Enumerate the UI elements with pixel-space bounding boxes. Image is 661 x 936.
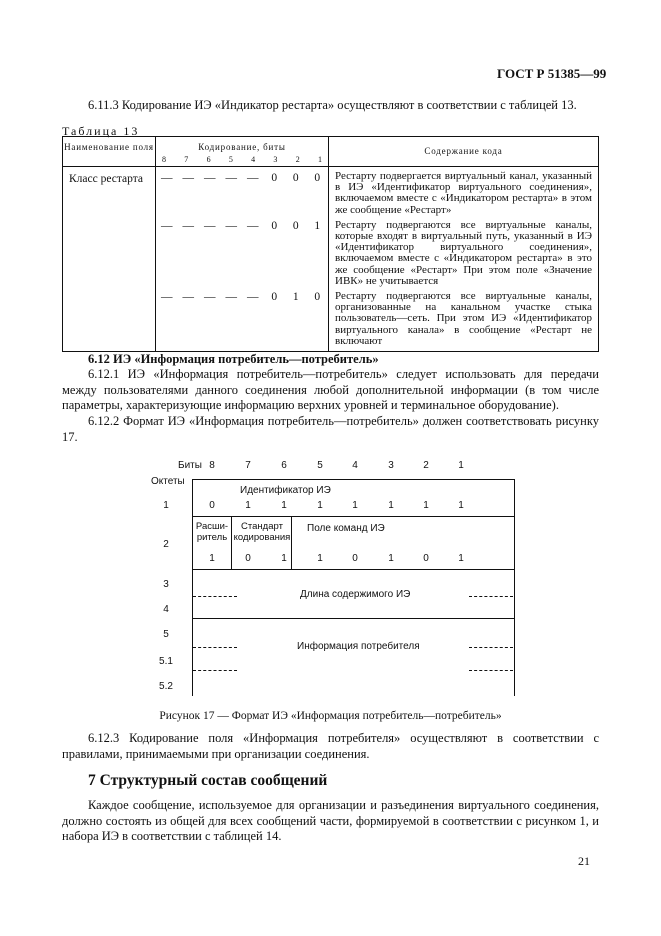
frame-right xyxy=(514,618,515,696)
fig-bit-number: 7 xyxy=(245,460,251,471)
bit-number: 3 xyxy=(273,155,278,164)
figure-caption: Рисунок 17 — Формат ИЭ «Информация потребитель—потребитель» xyxy=(159,710,502,722)
row1-bit: 1 xyxy=(281,500,287,511)
octet-label: 1 xyxy=(163,500,169,511)
paragraph-6-12-1: 6.12.1 ИЭ «Информация потребитель—потребитель» следует использовать для передачи между пользователями данного соединения любой дополнительной информации (в том числе параметры, характеризующие информацию верхних уровней и терминальное оборудование). xyxy=(62,367,599,413)
octet-label: 5.2 xyxy=(159,681,173,692)
octet-label: 4 xyxy=(163,604,169,615)
row1-bit: 1 xyxy=(388,500,394,511)
section-6-12-title: 6.12 ИЭ «Информация потребитель—потребитель» xyxy=(88,352,379,366)
frame-right xyxy=(514,570,515,618)
row1-bit: 1 xyxy=(458,500,464,511)
ie-length-label: Длина содержимого ИЭ xyxy=(300,589,411,600)
row1-bit: 1 xyxy=(423,500,429,511)
code-description-2: Рестарту подвергаются все виртуальные каналы, которые входят в виртуальный путь, указанный в ИЭ «Идентификатор виртуального соединения», включаемом вместе с «Индикатором рестарта» в это же сообщение «Рестарт» При этом поле «Значение ИВК» не учитывается xyxy=(335,218,592,287)
document-header: ГОСТ Р 51385—99 xyxy=(497,66,607,81)
ie-identifier-label: Идентификатор ИЭ xyxy=(240,485,331,496)
continuation-dash xyxy=(469,596,513,597)
row2-bit: 1 xyxy=(317,553,323,564)
row2-bit: 0 xyxy=(245,553,251,564)
col-header-coding-text: Кодирование, биты xyxy=(198,142,286,152)
divider xyxy=(291,516,292,570)
octet-label: 3 xyxy=(163,579,169,590)
col-header-content-text: Содержание кода xyxy=(424,146,503,156)
divider xyxy=(192,618,515,619)
bit-number: 4 xyxy=(251,155,256,164)
row2-bit: 1 xyxy=(388,553,394,564)
frame-left xyxy=(192,570,193,618)
ie-command-field-label: Поле команд ИЭ xyxy=(307,523,385,534)
section-7-text: Каждое сообщение, используемое для организации и разъединения виртуального соединения, должно состоять из общей для всех сообщений части, формируемой в соответствии с рисунком 1, и набора ИЭ в соответствии с таблицей 14. xyxy=(62,798,599,844)
fig-bit-number: 3 xyxy=(388,460,394,471)
row2-bit: 1 xyxy=(458,553,464,564)
octet-label: 5 xyxy=(163,629,169,640)
continuation-dash xyxy=(193,596,237,597)
octet-label: 2 xyxy=(163,539,169,550)
continuation-dash xyxy=(193,670,237,671)
paragraph-6-12-3: 6.12.3 Кодирование поля «Информация потребителя» осуществляют в соответствии с правилами, принимаемыми при организации соединения. xyxy=(62,731,599,761)
code-row-2: — — — — — 0 0 1 xyxy=(161,220,321,232)
bit-number: 7 xyxy=(184,155,189,164)
fig-bit-number: 2 xyxy=(423,460,429,471)
row1-bit: 1 xyxy=(352,500,358,511)
fig-bit-number: 5 xyxy=(317,460,323,471)
bit-number: 1 xyxy=(317,155,322,164)
code-row-3: — — — — — 0 1 0 xyxy=(161,291,321,303)
code-row-1: — — — — — 0 0 0 xyxy=(161,172,321,184)
code-description-3: Рестарту подвергаются все виртуальные каналы, организованные на канальном участке стыка пользователь—сеть. При этом ИЭ «Идентификатор виртуального канала» в сообщение «Рестарт не включают xyxy=(335,290,592,347)
continuation-dash xyxy=(469,670,513,671)
code-description-1: Рестарту подвергается виртуальный канал, указанный в ИЭ «Идентификатор виртуального соединения», включаемом вместе с «Индикатором рестарта» в этом же сообщение «Рестарт» xyxy=(335,170,592,216)
user-information-label: Информация потребителя xyxy=(297,641,420,652)
paragraph-6-12-2: 6.12.2 Формат ИЭ «Информация потребитель—потребитель» должен соответствовать рисунку 17. xyxy=(62,414,599,444)
divider xyxy=(231,516,232,570)
bits-label: Биты xyxy=(178,460,202,471)
continuation-dash xyxy=(469,647,513,648)
row2-bit: 0 xyxy=(352,553,358,564)
divider xyxy=(192,516,515,517)
row1-bit: 0 xyxy=(209,500,215,511)
bit-number: 5 xyxy=(228,155,233,164)
fig-bit-number: 4 xyxy=(352,460,358,471)
coding-standard-label: Стандарт кодирования xyxy=(233,521,291,543)
row2-bit: 0 xyxy=(423,553,429,564)
field-name: Класс рестарта xyxy=(69,173,143,185)
fig-bit-number: 8 xyxy=(209,460,215,471)
extension-label: Расши-ритель xyxy=(195,521,229,543)
row2-bit: 1 xyxy=(281,553,287,564)
bit-number: 6 xyxy=(206,155,211,164)
frame-left xyxy=(192,618,193,696)
table-caption: Таблица 13 xyxy=(62,124,140,138)
fig-bit-number: 6 xyxy=(281,460,287,471)
fig-bit-number: 1 xyxy=(458,460,464,471)
section-7-title: 7 Структурный состав сообщений xyxy=(88,772,328,789)
bit-number: 2 xyxy=(295,155,300,164)
continuation-dash xyxy=(193,647,237,648)
paragraph-6-11-3: 6.11.3 Кодирование ИЭ «Индикатор рестарта» осуществляют в соответствии с таблицей 13. xyxy=(88,98,577,112)
row2-bit: 1 xyxy=(209,553,215,564)
bit-number: 8 xyxy=(162,155,166,164)
octets-label: Октеты xyxy=(151,476,185,487)
page-number: 21 xyxy=(578,854,590,868)
row1-bit: 1 xyxy=(317,500,323,511)
row1-bit: 1 xyxy=(245,500,251,511)
octet-label: 5.1 xyxy=(159,656,173,667)
col-header-field-name-text: Наименование поля xyxy=(64,142,154,152)
